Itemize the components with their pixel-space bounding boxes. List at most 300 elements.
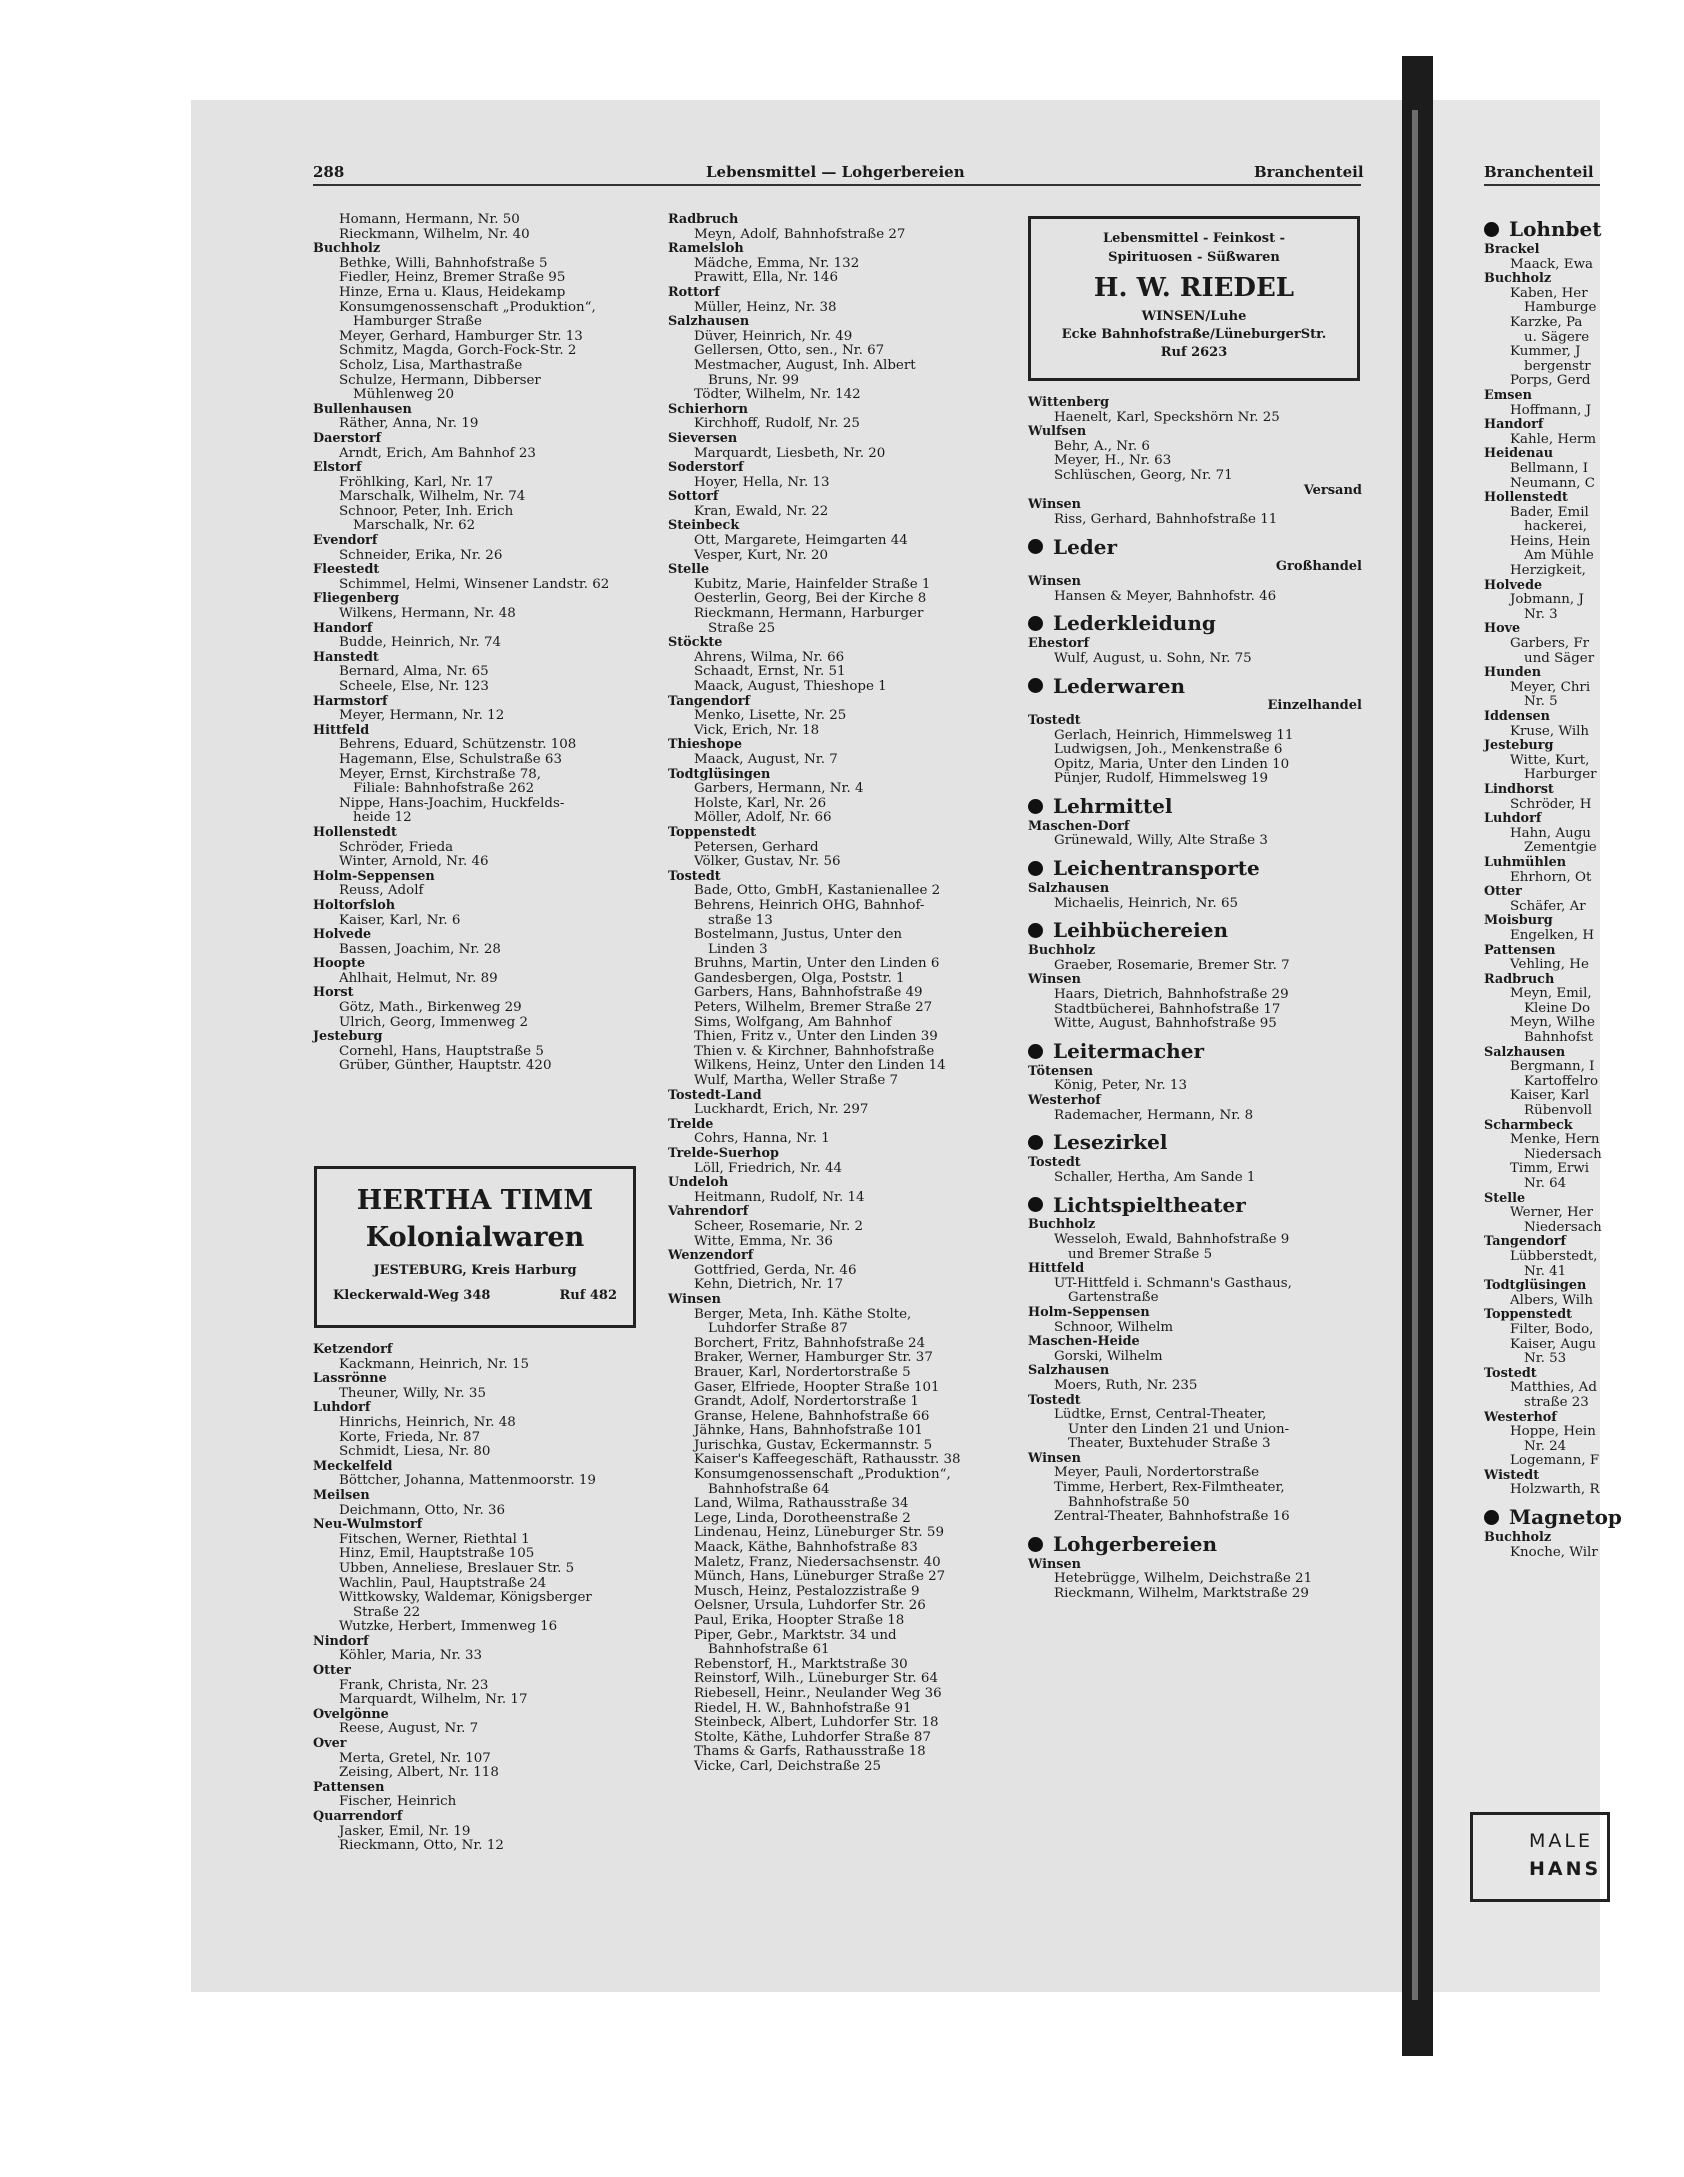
listing-entry: Rieckmann, Otto, Nr. 12 [339, 1838, 504, 1854]
place-heading: Holm-Seppensen [313, 868, 435, 884]
listing-entry: Wulf, August, u. Sohn, Nr. 75 [1054, 650, 1252, 666]
listing-entry: Vick, Erich, Nr. 18 [694, 722, 820, 738]
listing-entry: Bethke, Willi, Bahnhofstraße 5 [339, 255, 548, 271]
listing-entry: Kaiser, Augu [1510, 1336, 1596, 1352]
place-heading: Vahrendorf [668, 1204, 749, 1220]
listing-entry: Möller, Adolf, Nr. 66 [694, 810, 832, 826]
listing-entry: Schulze, Hermann, Dibberser [339, 372, 541, 388]
listing-entry: Rieckmann, Hermann, Harburger [694, 606, 924, 622]
place-heading: Otter [313, 1663, 351, 1679]
section-label: Branchenteil [1254, 163, 1364, 181]
listing-entry: Hinze, Erna u. Klaus, Heidekamp [339, 284, 566, 300]
listing-entry: Bahnhofstraße 50 [1068, 1494, 1190, 1510]
place-heading: Holvede [313, 927, 372, 943]
listing-entry: Schaller, Hertha, Am Sande 1 [1054, 1169, 1256, 1185]
listing-entry: Kubitz, Marie, Hainfelder Straße 1 [694, 576, 931, 592]
category-heading-text: Lederwaren [1053, 673, 1186, 698]
listing-entry: Logemann, F [1510, 1453, 1600, 1469]
listing-entry: Theuner, Willy, Nr. 35 [339, 1385, 486, 1401]
place-heading: Salzhausen [1028, 1363, 1110, 1379]
category-heading [1028, 673, 1362, 698]
listing-entry: Thien, Fritz v., Unter den Linden 39 [694, 1029, 938, 1045]
listing-entry: Meyer, Hermann, Nr. 12 [339, 708, 505, 724]
listing-entry: Nr. 41 [1524, 1263, 1567, 1279]
listing-entry: Hansen & Meyer, Bahnhofstr. 46 [1054, 588, 1277, 604]
listing-entry: Köhler, Maria, Nr. 33 [339, 1648, 483, 1664]
place-heading: Salzhausen [1028, 881, 1110, 897]
listing-entry: Niedersach [1524, 1146, 1602, 1162]
listing-entry: Arndt, Erich, Am Bahnhof 23 [339, 445, 536, 461]
ad-town: WINSEN/Luhe [1141, 309, 1247, 324]
listing-entry: Michaelis, Heinrich, Nr. 65 [1054, 895, 1239, 911]
listing-entry: Thien v. & Kirchner, Bahnhofstraße [694, 1043, 935, 1059]
listing-entry: Scholz, Lisa, Marthastraße [339, 357, 523, 373]
category-heading-text: Leitermacher [1053, 1039, 1204, 1064]
listing-entry: Behrens, Eduard, Schützenstr. 108 [339, 737, 577, 753]
listing-entry: Kirchhoff, Rudolf, Nr. 25 [694, 416, 860, 432]
place-heading: Hittfeld [313, 722, 370, 738]
place-heading: Jesteburg [1484, 738, 1554, 754]
place-heading: Toppenstedt [1484, 1307, 1573, 1323]
listing-entry: Ulrich, Georg, Immenweg 2 [339, 1014, 529, 1030]
ad-phone: Ruf 2623 [1160, 345, 1228, 360]
listing-entry: Kackmann, Heinrich, Nr. 15 [339, 1356, 530, 1372]
place-heading: Winsen [668, 1291, 721, 1307]
bullet-icon [1028, 539, 1043, 554]
listing-entry: Filiale: Bahnhofstraße 262 [353, 781, 535, 797]
bullet-icon [1028, 1135, 1043, 1150]
place-heading: Rottorf [668, 284, 720, 300]
place-heading: Hittfeld [1028, 1261, 1085, 1277]
next-header-rule [1484, 184, 1600, 186]
category-heading-text: Leihbüchereien [1053, 918, 1229, 943]
listing-entry: Gartenstraße [1068, 1290, 1159, 1306]
category-heading-text: Lichtspieltheater [1053, 1192, 1246, 1217]
place-heading: Tostedt [1484, 1365, 1537, 1381]
place-heading: Jesteburg [313, 1029, 383, 1045]
listing-entry: Düver, Heinrich, Nr. 49 [694, 328, 853, 344]
listing-entry: Wittkowsky, Waldemar, Königsberger [339, 1590, 592, 1606]
listing-entry: Maletz, Franz, Niedersachsenstr. 40 [694, 1554, 941, 1570]
listing-entry: Hoyer, Hella, Nr. 13 [694, 474, 830, 490]
listing-entry: Merta, Gretel, Nr. 107 [339, 1750, 491, 1766]
listing-entry: Zentral-Theater, Bahnhofstraße 16 [1054, 1509, 1290, 1525]
place-heading: Buchholz [313, 241, 381, 257]
listing-entry: Musch, Heinz, Pestalozzistraße 9 [694, 1583, 920, 1599]
listing-entry: heide 12 [353, 810, 412, 826]
listing-entry: Marquardt, Liesbeth, Nr. 20 [694, 445, 886, 461]
listing-entry: Hagemann, Else, Schulstraße 63 [339, 751, 562, 767]
listing-entry: Meyn, Emil, [1510, 986, 1592, 1002]
bullet-icon [1028, 923, 1043, 938]
place-heading: Lassrönne [313, 1371, 387, 1387]
place-heading: Ehestorf [1028, 636, 1090, 652]
listing-entry: Wesseloh, Ewald, Bahnhofstraße 9 [1054, 1231, 1290, 1247]
ad-name: HERTHA TIMM [356, 1185, 594, 1216]
place-heading: Maschen-Dorf [1028, 818, 1130, 834]
place-heading: Heidenau [1484, 446, 1554, 462]
listing-entry: Garbers, Fr [1510, 636, 1590, 652]
ad-street: Kleckerwald-Weg 348 [333, 1288, 491, 1303]
place-heading: Todtglüsingen [1484, 1278, 1587, 1294]
place-heading: Hoopte [313, 956, 366, 972]
listing-entry: Völker, Gustav, Nr. 56 [694, 854, 841, 870]
listing-entry: Bruns, Nr. 99 [708, 372, 800, 388]
next-ad-line2: HANS [1529, 1858, 1602, 1880]
place-heading: Fleestedt [313, 562, 380, 578]
listing-entry: Schlüschen, Georg, Nr. 71 [1054, 467, 1233, 483]
listing-entry: Wutzke, Herbert, Immenweg 16 [339, 1619, 558, 1635]
category-heading [1028, 1130, 1362, 1155]
listing-entry: Wilkens, Heinz, Unter den Linden 14 [694, 1058, 946, 1074]
category-heading [1028, 534, 1362, 559]
bullet-icon [1028, 678, 1043, 693]
place-heading: Holvede [1484, 577, 1543, 593]
place-heading: Tostedt [1028, 1155, 1081, 1171]
ad-phone: Ruf 482 [559, 1288, 617, 1303]
listing-entry: Bader, Emil [1510, 504, 1589, 520]
listing-entry: Fischer, Heinrich [339, 1794, 457, 1810]
next-page-column [1484, 210, 1684, 1560]
listing-entry: Porps, Gerd [1510, 373, 1591, 389]
listing-entry: Knoche, Wilr [1510, 1544, 1598, 1560]
trade-subheading: Großhandel [1275, 559, 1362, 575]
listing-entry: Lindenau, Heinz, Lüneburger Str. 59 [694, 1525, 944, 1541]
ad-hertha-timm [314, 1166, 636, 1328]
place-heading: Brackel [1484, 242, 1540, 257]
listing-entry: Stadtbücherei, Bahnhofstraße 17 [1054, 1001, 1281, 1017]
place-heading: Holtorfsloh [313, 897, 396, 913]
bullet-icon [1028, 616, 1043, 631]
listing-entry: Meyer, Chri [1510, 679, 1591, 695]
place-heading: Horst [313, 985, 354, 1001]
listing-entry: Ahlhait, Helmut, Nr. 89 [339, 970, 498, 986]
listing-entry: Meyer, Gerhard, Hamburger Str. 13 [339, 328, 583, 344]
listing-entry: Pünjer, Rudolf, Himmelsweg 19 [1054, 771, 1269, 787]
listing-entry: Löll, Friedrich, Nr. 44 [694, 1160, 843, 1176]
listing-entry: Werner, Her [1510, 1205, 1593, 1221]
listing-entry: Schneider, Erika, Nr. 26 [339, 547, 503, 563]
listing-entry: Cornehl, Hans, Hauptstraße 5 [339, 1043, 544, 1059]
trade-subheading: Versand [1303, 482, 1362, 498]
listing-entry: Bernard, Alma, Nr. 65 [339, 664, 489, 680]
listing-entry: Niedersach [1524, 1219, 1602, 1235]
listing-entry: Heitmann, Rudolf, Nr. 14 [694, 1189, 865, 1205]
place-heading: Pattensen [1484, 942, 1556, 958]
listing-entry: Holste, Karl, Nr. 26 [694, 795, 827, 811]
listing-entry: Grünewald, Willy, Alte Straße 3 [1054, 833, 1268, 849]
place-heading: Salzhausen [1484, 1044, 1566, 1060]
place-heading: Buchholz [1028, 1217, 1096, 1233]
place-heading: Schierhorn [668, 401, 748, 417]
ad-riedel [1028, 216, 1360, 381]
category-heading-text: Lederkleidung [1053, 611, 1216, 636]
listing-entry: Bade, Otto, GmbH, Kastanienallee 2 [694, 883, 941, 899]
listing-entry: Schröder, H [1510, 796, 1592, 812]
listing-entry: Witte, August, Bahnhofstraße 95 [1054, 1016, 1277, 1032]
listing-entry: Wulf, Martha, Weller Straße 7 [694, 1073, 899, 1089]
listing-entry: Riebesell, Heinr., Neulander Weg 36 [694, 1685, 942, 1701]
listing-entry: Ludwigsen, Joh., Menkenstraße 6 [1054, 742, 1283, 758]
column-1-continued [313, 1343, 653, 1854]
listing-entry: Gorski, Wilhelm [1054, 1348, 1163, 1364]
place-heading: Quarrendorf [313, 1809, 403, 1824]
place-heading: Bullenhausen [313, 401, 412, 417]
listing-entry: Lege, Linda, Dorotheenstraße 2 [694, 1510, 911, 1526]
place-heading: Harmstorf [313, 693, 388, 709]
place-heading: Tangendorf [1484, 1234, 1567, 1250]
place-heading: Iddensen [1484, 709, 1550, 724]
place-heading: Sottorf [668, 489, 719, 505]
listing-entry: Marschalk, Wilhelm, Nr. 74 [339, 489, 526, 505]
listing-entry: Riss, Gerhard, Bahnhofstraße 11 [1054, 511, 1278, 527]
listing-entry: Ott, Margarete, Heimgarten 44 [694, 533, 908, 549]
listing-entry: Straße 22 [353, 1604, 421, 1620]
listing-entry: Oesterlin, Georg, Bei der Kirche 8 [694, 591, 927, 607]
place-heading: Lindhorst [1484, 781, 1554, 797]
ad-line2: Spirituosen - Süßwaren [1108, 250, 1280, 265]
place-heading: Maschen-Heide [1028, 1334, 1140, 1350]
listing-entry: Kaiser's Kaffeegeschäft, Rathausstr. 38 [694, 1452, 961, 1468]
listing-entry: Sims, Wolfgang, Am Bahnhof [694, 1014, 892, 1030]
listing-entry: Lübberstedt, [1510, 1248, 1598, 1264]
ad-name: H. W. RIEDEL [1093, 273, 1295, 303]
listing-entry: Braker, Werner, Hamburger Str. 37 [694, 1350, 933, 1366]
listing-entry: Maack, Käthe, Bahnhofstraße 83 [694, 1540, 918, 1556]
bullet-icon [1484, 222, 1499, 237]
place-heading: Over [313, 1736, 347, 1752]
listing-entry: hackerei, [1524, 519, 1588, 535]
listing-entry: Vesper, Kurt, Nr. 20 [694, 547, 829, 563]
place-heading: Buchholz [1028, 943, 1096, 959]
listing-entry: Oelsner, Ursula, Luhdorfer Str. 26 [694, 1598, 926, 1614]
place-heading: Meckelfeld [313, 1458, 393, 1474]
place-heading: Hollenstedt [313, 824, 397, 840]
category-heading-text: Lohgerbereien [1053, 1532, 1218, 1557]
listing-entry: Bostelmann, Justus, Unter den [694, 927, 903, 943]
listing-entry: Granse, Helene, Bahnhofstraße 66 [694, 1408, 930, 1424]
listing-entry: Rademacher, Hermann, Nr. 8 [1054, 1107, 1254, 1123]
listing-entry: Witte, Kurt, [1510, 752, 1590, 768]
listing-entry: Stolte, Käthe, Luhdorfer Straße 87 [694, 1729, 931, 1745]
place-heading: Tostedt-Land [668, 1087, 762, 1103]
bullet-icon [1028, 1197, 1043, 1212]
listing-entry: Reese, August, Nr. 7 [339, 1721, 479, 1737]
listing-entry: Kleine Do [1524, 1000, 1591, 1016]
listing-entry: Bellmann, I [1510, 460, 1589, 476]
place-heading: Wenzendorf [668, 1248, 754, 1264]
listing-entry: Karzke, Pa [1510, 314, 1583, 330]
listing-entry: Holzwarth, R [1510, 1482, 1600, 1498]
listing-entry: Bassen, Joachim, Nr. 28 [339, 941, 501, 957]
listing-entry: Frank, Christa, Nr. 23 [339, 1677, 489, 1693]
listing-entry: Engelken, H [1510, 927, 1595, 943]
listing-entry: Korte, Frieda, Nr. 87 [339, 1429, 481, 1445]
listing-entry: Rebenstorf, H., Marktstraße 30 [694, 1656, 908, 1672]
place-heading: Meilsen [313, 1487, 370, 1503]
listing-entry: Müller, Heinz, Nr. 38 [694, 299, 837, 315]
listing-entry: UT-Hittfeld i. Schmann's Gasthaus, [1054, 1275, 1292, 1291]
listing-entry: Schröder, Frieda [339, 839, 454, 855]
listing-entry: Budde, Heinrich, Nr. 74 [339, 635, 502, 651]
listing-entry: Piper, Gebr., Marktstr. 34 und [694, 1627, 897, 1643]
bullet-icon [1028, 1044, 1043, 1059]
place-heading: Evendorf [313, 533, 378, 549]
listing-entry: Hamburge [1524, 300, 1597, 316]
listing-entry: Kran, Ewald, Nr. 22 [694, 503, 829, 519]
place-heading: Ovelgönne [313, 1706, 389, 1722]
next-ad-line1: MALE [1529, 1830, 1593, 1852]
listing-entry: straße 13 [708, 912, 773, 928]
listing-entry: Gottfried, Gerda, Nr. 46 [694, 1262, 857, 1278]
ad-trade: Kolonialwaren [365, 1222, 585, 1253]
place-heading: Moisburg [1484, 913, 1553, 929]
place-heading: Radbruch [1484, 971, 1555, 987]
listing-entry: Nr. 64 [1524, 1176, 1567, 1191]
place-heading: Luhdorf [313, 1400, 371, 1416]
listing-entry: Berger, Meta, Inh. Käthe Stolte, [694, 1306, 912, 1322]
listing-entry: Schmitz, Magda, Gorch-Fock-Str. 2 [339, 343, 577, 359]
listing-entry: Rübenvoll [1524, 1103, 1593, 1119]
listing-entry: Peters, Wilhelm, Bremer Straße 27 [694, 1000, 933, 1016]
place-heading: Luhmühlen [1484, 854, 1567, 870]
place-heading: Handorf [313, 620, 373, 636]
listing-entry: Marquardt, Wilhelm, Nr. 17 [339, 1692, 528, 1708]
listing-entry: Fitschen, Werner, Riethtal 1 [339, 1531, 530, 1547]
next-section-label: Branchenteil [1484, 163, 1594, 181]
trade-subheading: Einzelhandel [1267, 698, 1362, 714]
page-number: 288 [313, 163, 345, 181]
listing-entry: Fröhlking, Karl, Nr. 17 [339, 474, 494, 490]
column-2 [668, 213, 998, 1775]
place-heading: Pattensen [313, 1779, 385, 1795]
place-heading: Sieversen [668, 430, 738, 446]
place-heading: Wistedt [1484, 1467, 1540, 1483]
category-heading-text: Magnetop [1509, 1505, 1622, 1530]
category-heading-text: Lohnbet [1509, 217, 1602, 242]
listing-entry: Prawitt, Ella, Nr. 146 [694, 270, 838, 286]
listing-entry: Bahnhofstraße 61 [708, 1642, 830, 1658]
listing-entry: Zementgie [1524, 840, 1597, 856]
listing-entry: Bruhns, Martin, Unter den Linden 6 [694, 956, 940, 972]
place-heading: Buchholz [1484, 271, 1552, 287]
listing-entry: König, Peter, Nr. 13 [1054, 1078, 1187, 1094]
place-heading: Radbruch [668, 212, 739, 227]
listing-entry: Kahle, Herm [1510, 431, 1597, 447]
listing-entry: Jurischka, Gustav, Eckermannstr. 5 [694, 1437, 933, 1453]
place-heading: Ramelsloh [668, 241, 744, 257]
listing-entry: Steinbeck, Albert, Luhdorfer Str. 18 [694, 1715, 939, 1731]
listing-entry: Linden 3 [708, 941, 768, 957]
listing-entry: Albers, Wilh [1510, 1292, 1593, 1308]
listing-entry: Konsumgenossenschaft „Produktion“, [339, 299, 596, 315]
listing-entry: Thams & Garfs, Rathausstraße 18 [694, 1744, 926, 1760]
listing-entry: Gandesbergen, Olga, Poststr. 1 [694, 970, 905, 986]
listing-entry: Ubben, Anneliese, Breslauer Str. 5 [339, 1560, 575, 1576]
listing-entry: Brauer, Karl, Nordertorstraße 5 [694, 1364, 911, 1380]
listing-entry: Schimmel, Helmi, Winsener Landstr. 62 [339, 576, 610, 592]
place-heading: Holm-Seppensen [1028, 1304, 1150, 1320]
listing-entry: Scheele, Else, Nr. 123 [339, 679, 489, 694]
place-heading: Thieshope [668, 737, 742, 753]
bullet-icon [1028, 799, 1043, 814]
place-heading: Winsen [1028, 1450, 1081, 1466]
place-heading: Steinbeck [668, 518, 740, 534]
bullet-icon [1028, 861, 1043, 876]
listing-entry: Mädche, Emma, Nr. 132 [694, 255, 860, 271]
listing-entry: Am Mühle [1524, 548, 1594, 564]
listing-entry: Land, Wilma, Rathausstraße 34 [694, 1496, 909, 1512]
listing-entry: Räther, Anna, Nr. 19 [339, 416, 479, 432]
listing-entry: Mühlenweg 20 [353, 387, 455, 403]
listing-entry: Schnoor, Peter, Inh. Erich [339, 503, 514, 519]
listing-entry: Garbers, Hermann, Nr. 4 [694, 781, 864, 797]
listing-entry: Petersen, Gerhard [694, 839, 819, 855]
listing-entry: Gerlach, Heinrich, Himmelsweg 11 [1054, 727, 1294, 743]
listing-entry: Scheer, Rosemarie, Nr. 2 [694, 1218, 864, 1234]
listing-entry: Cohrs, Hanna, Nr. 1 [694, 1131, 830, 1147]
ad-town: JESTEBURG, Kreis Harburg [373, 1263, 577, 1278]
ad-street: Ecke Bahnhofstraße/LüneburgerStr. [1061, 327, 1327, 342]
listing-entry: Fiedler, Heinz, Bremer Straße 95 [339, 270, 566, 286]
header-rule [313, 184, 1361, 186]
category-heading-text: Lesezirkel [1053, 1130, 1168, 1155]
listing-entry: Meyer, Pauli, Nordertorstraße [1054, 1465, 1260, 1481]
listing-entry: Mestmacher, August, Inh. Albert [694, 357, 916, 373]
listing-entry: Jähnke, Hans, Bahnhofstraße 101 [694, 1423, 923, 1439]
place-heading: Trelde [668, 1116, 714, 1132]
place-heading: Neu-Wulmstorf [313, 1517, 423, 1533]
listing-entry: Lüdtke, Ernst, Central-Theater, [1054, 1407, 1267, 1423]
listing-entry: Meyer, Ernst, Kirchstraße 78, [339, 766, 542, 782]
listing-entry: Kruse, Wilh [1510, 723, 1590, 739]
listing-entry: Maack, August, Thieshope 1 [694, 679, 887, 694]
category-heading-text: Lehrmittel [1053, 794, 1173, 819]
listing-entry: Jobmann, J [1510, 592, 1584, 608]
listing-entry: Haars, Dietrich, Bahnhofstraße 29 [1054, 987, 1289, 1003]
place-heading: Scharmbeck [1484, 1117, 1573, 1133]
place-heading: Fliegenberg [313, 591, 400, 607]
category-heading [1028, 611, 1362, 636]
listing-entry: Hamburger Straße [353, 314, 482, 330]
place-heading: Ketzendorf [313, 1342, 393, 1357]
listing-entry: Nr. 53 [1524, 1351, 1567, 1367]
listing-entry: Ahrens, Wilma, Nr. 66 [694, 649, 845, 665]
listing-entry: Schnoor, Wilhelm [1054, 1319, 1174, 1335]
listing-entry: und Säger [1524, 650, 1595, 666]
listing-entry: Grüber, Günther, Hauptstr. 420 [339, 1058, 552, 1074]
listing-entry: Homann, Hermann, Nr. 50 [339, 212, 520, 227]
listing-entry: Neumann, C [1510, 475, 1595, 491]
listing-entry: Luhdorfer Straße 87 [708, 1321, 848, 1337]
category-heading [1028, 1532, 1362, 1557]
place-heading: Wulfsen [1028, 424, 1087, 440]
place-heading: Undeloh [668, 1175, 729, 1191]
place-heading: Tostedt [668, 868, 721, 884]
listing-entry: Harburger [1524, 767, 1597, 783]
column-1 [313, 213, 653, 1074]
listing-entry: Rieckmann, Wilhelm, Marktstraße 29 [1054, 1586, 1309, 1602]
listing-entry: Nr. 3 [1524, 606, 1558, 622]
listing-entry: Unter den Linden 21 und Union- [1068, 1421, 1290, 1437]
listing-entry: Kehn, Dietrich, Nr. 17 [694, 1277, 844, 1293]
listing-entry: Gellersen, Otto, sen., Nr. 67 [694, 343, 885, 359]
place-heading: Wittenberg [1028, 395, 1110, 410]
category-heading [1484, 217, 1684, 242]
listing-entry: Böttcher, Johanna, Mattenmoorstr. 19 [339, 1473, 596, 1489]
listing-entry: Meyn, Wilhe [1510, 1015, 1595, 1031]
listing-entry: Maack, August, Nr. 7 [694, 751, 838, 767]
